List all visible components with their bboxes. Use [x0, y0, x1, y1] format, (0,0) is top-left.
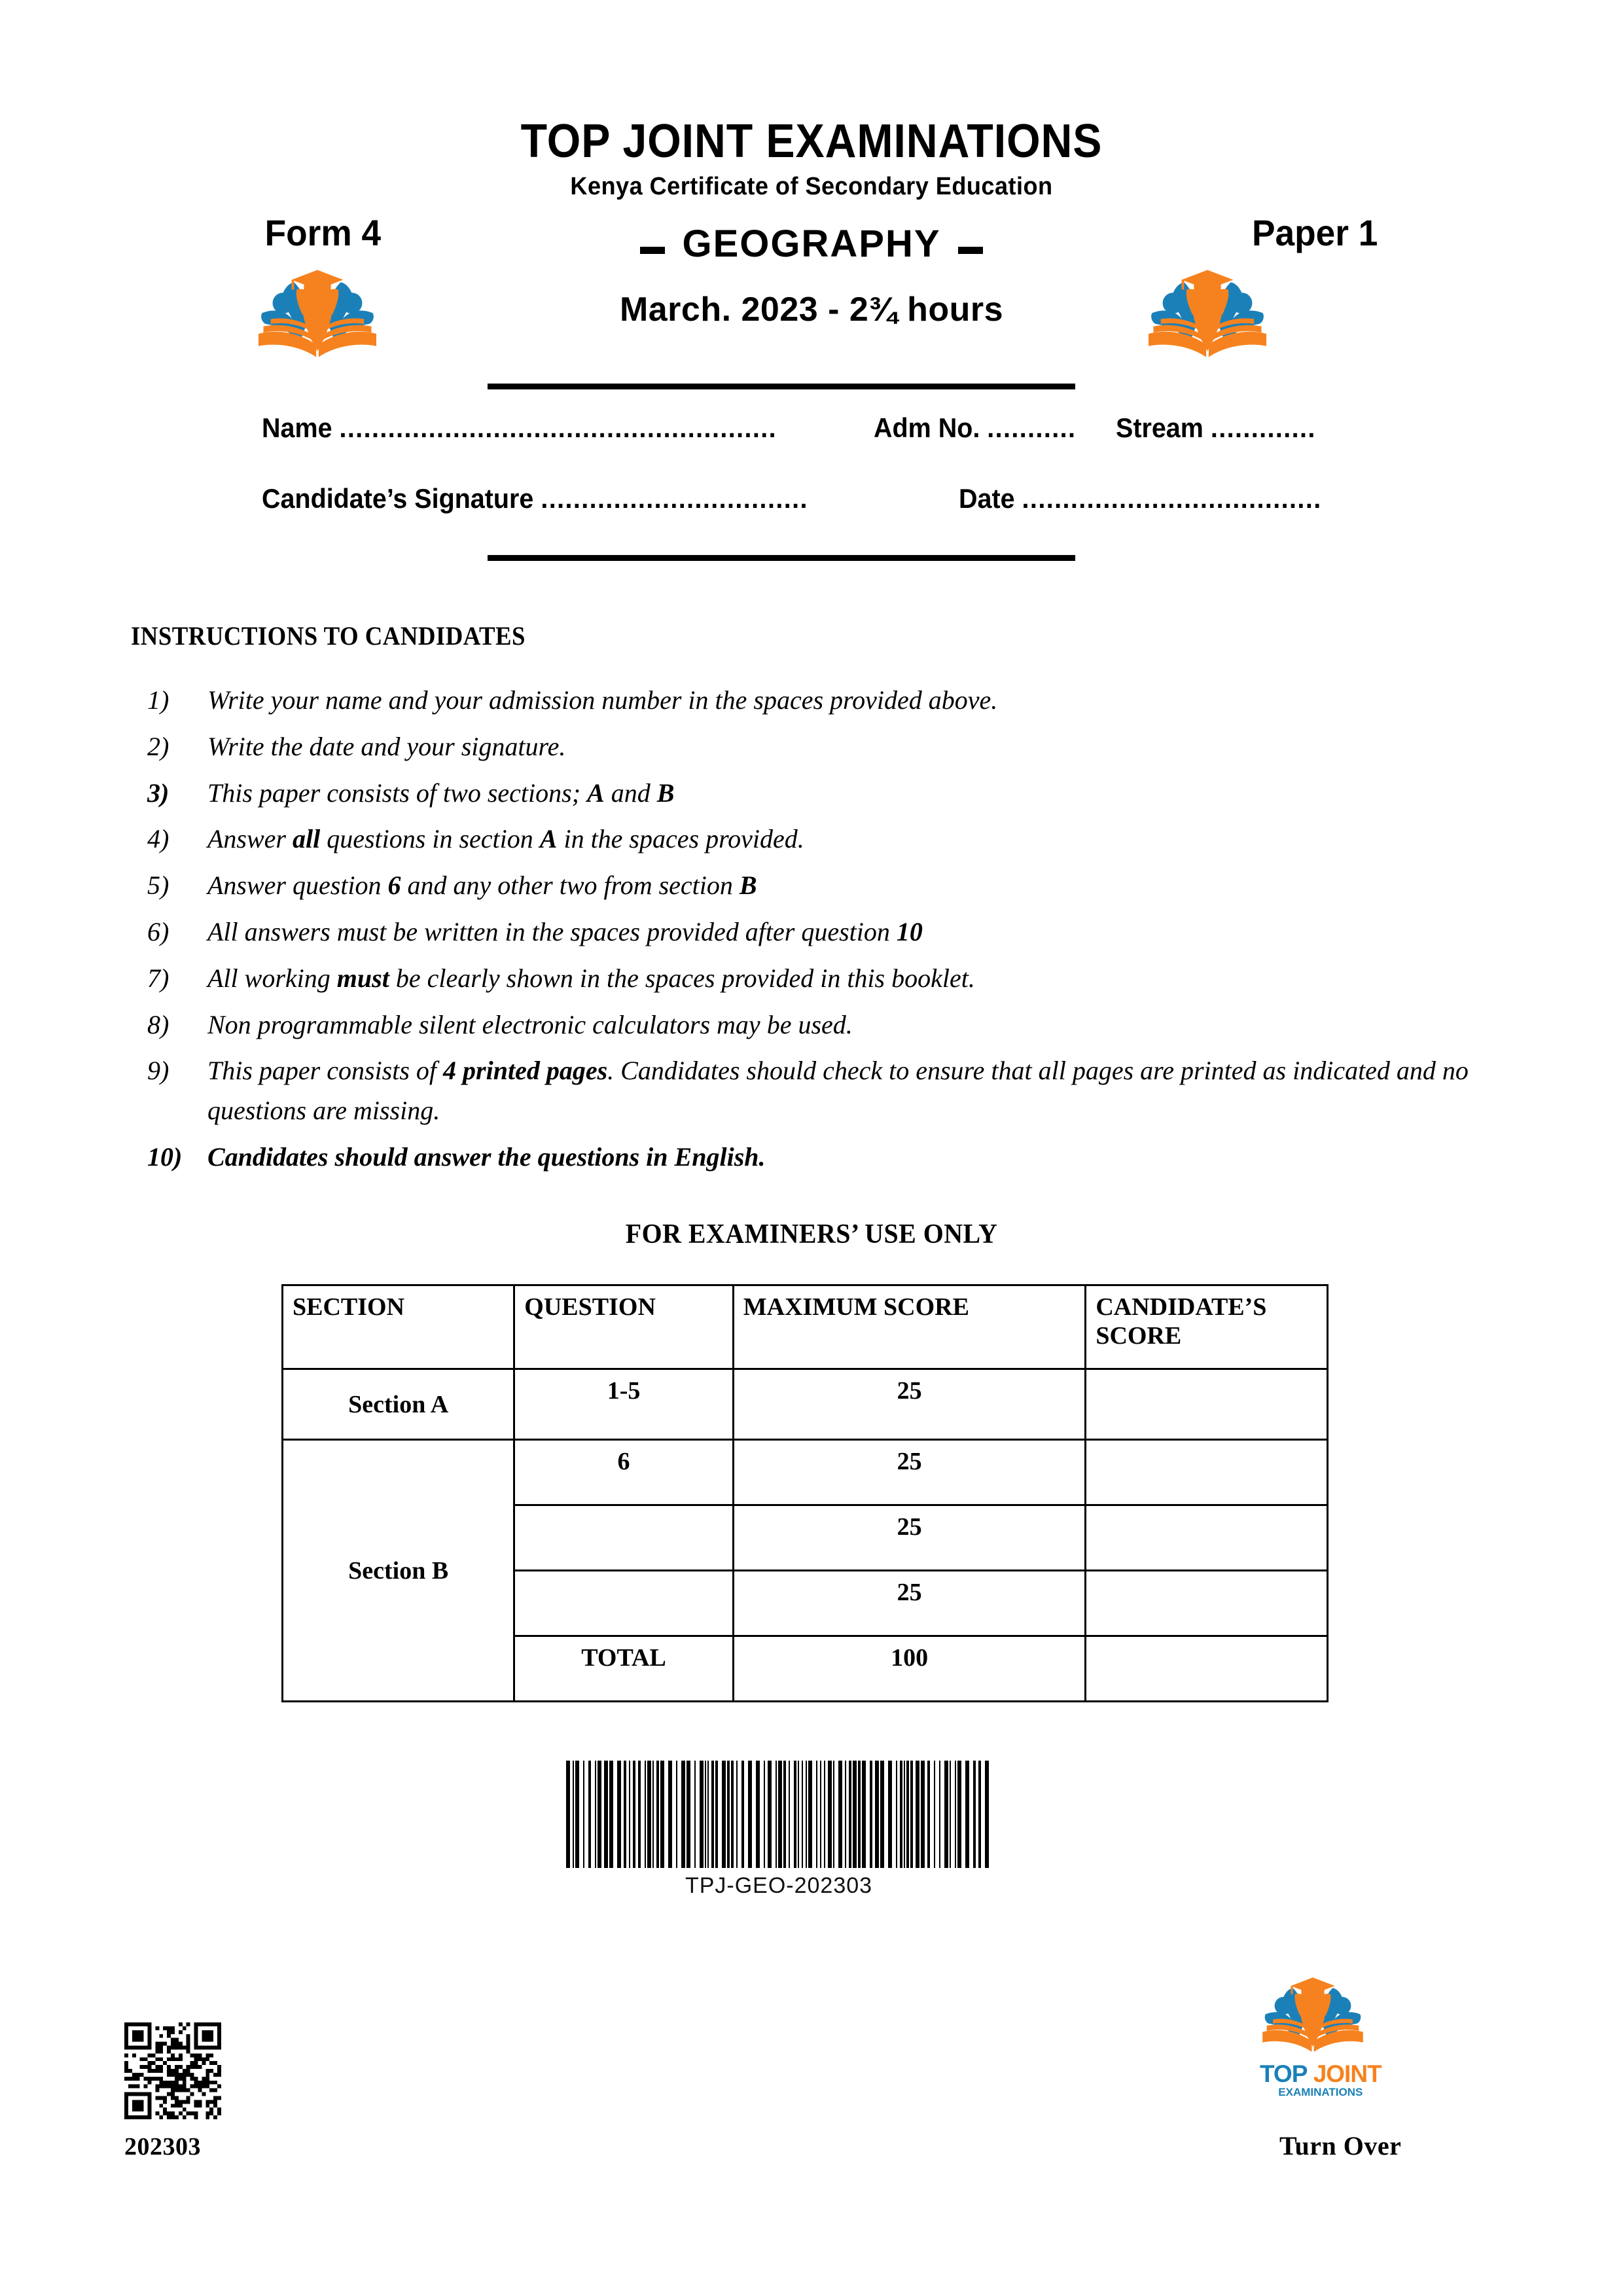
- instruction-text: 4 printed pages: [443, 1056, 608, 1086]
- signature-field[interactable]: [262, 483, 808, 514]
- turn-over-label: Turn Over: [1279, 2131, 1402, 2161]
- candidate-fields: [0, 412, 1623, 554]
- exam-subtitle: Kenya Certificate of Secondary Education: [570, 173, 1053, 200]
- cell-candidate-score[interactable]: [1086, 1571, 1328, 1636]
- barcode-block: [543, 1761, 1014, 1899]
- instruction-text: B: [656, 778, 675, 808]
- instruction-text: 6: [387, 870, 401, 901]
- instructions-heading: INSTRUCTIONS TO CANDIDATES: [131, 621, 526, 651]
- instruction-item-1: [147, 681, 1522, 721]
- logo-wordmark: [1260, 2062, 1382, 2098]
- instruction-number: 9): [147, 1056, 169, 1086]
- barcode-icon: [565, 1761, 993, 1868]
- subject-name: GEOGRAPHY: [682, 223, 941, 265]
- instruction-item-7: [147, 959, 1522, 999]
- signature-input-dots[interactable]: .................................: [541, 483, 808, 514]
- instruction-text: Candidates should answer the questions in English: [207, 1141, 759, 1172]
- instruction-number: 7): [147, 963, 169, 993]
- instruction-number: 6): [147, 916, 169, 946]
- exam-title: TOP JOINT EXAMINATIONS: [520, 115, 1103, 168]
- instruction-item-6: [147, 912, 1522, 952]
- cell-max-score: 25: [733, 1440, 1086, 1505]
- adm-no-label: Adm No.: [874, 412, 980, 443]
- instructions-list: [147, 681, 1522, 1184]
- instruction-text: Answer: [207, 824, 293, 854]
- exam-header: [0, 115, 1623, 355]
- instruction-text: questions in section: [320, 824, 540, 854]
- form-label: Form 4: [264, 212, 382, 253]
- adm-no-input-dots[interactable]: ...........: [987, 412, 1077, 443]
- cell-max-score: 25: [733, 1571, 1086, 1636]
- col-header-candidate-score: CANDIDATE’S SCORE: [1086, 1285, 1328, 1369]
- instruction-item-9: [147, 1051, 1522, 1131]
- instruction-item-2: [147, 727, 1522, 767]
- instruction-item-10: [147, 1138, 1522, 1177]
- instruction-text: and: [604, 778, 657, 808]
- instruction-text: .: [758, 1141, 766, 1172]
- instruction-text: A: [539, 824, 558, 854]
- subject-line: [0, 222, 1623, 266]
- exam-meta-row: [0, 205, 1623, 355]
- instruction-text: 10: [896, 916, 923, 946]
- name-input-dots[interactable]: ......................................................: [339, 412, 777, 443]
- footer-paper-code: 202303: [124, 2133, 201, 2161]
- cell-max-score: 25: [733, 1505, 1086, 1571]
- cell-total-label: TOTAL: [514, 1636, 734, 1702]
- instruction-text: be clearly shown in the spaces provided in this booklet.: [389, 963, 975, 993]
- dash-right-icon: [958, 247, 983, 254]
- instruction-number: 10): [147, 1141, 183, 1172]
- top-joint-logo-icon: [1260, 1973, 1366, 2057]
- logo-right: [1145, 265, 1270, 367]
- cell-section: Section A: [283, 1369, 514, 1440]
- qr-code-block: [124, 2022, 221, 2123]
- candidate-row-2: [0, 483, 1623, 554]
- dash-left-icon: [640, 247, 665, 254]
- top-joint-logo-icon: [1145, 265, 1270, 363]
- cell-section: Section B: [283, 1440, 514, 1702]
- cell-question: 1-5: [514, 1369, 734, 1440]
- instruction-item-3: [147, 774, 1522, 814]
- date-label: Date: [959, 483, 1015, 514]
- cell-question: [514, 1505, 734, 1571]
- instruction-text: and any other two from section: [401, 870, 740, 901]
- stream-input-dots[interactable]: .............: [1210, 412, 1316, 443]
- cell-max-score: 25: [733, 1369, 1086, 1440]
- table-header-row: [283, 1285, 1328, 1369]
- cell-candidate-score[interactable]: [1086, 1505, 1328, 1571]
- instruction-text: Write your name and your admission number in the spaces provided above.: [207, 685, 998, 715]
- cell-total-candidate-score[interactable]: [1086, 1636, 1328, 1702]
- stream-field[interactable]: [1116, 412, 1316, 444]
- col-header-section: SECTION: [283, 1285, 514, 1369]
- logo-word-examinations: EXAMINATIONS: [1278, 2086, 1363, 2098]
- instruction-number: 2): [147, 731, 169, 761]
- instruction-text: Answer question: [207, 870, 388, 901]
- table-row: [283, 1369, 1328, 1440]
- instruction-number: 1): [147, 685, 169, 715]
- cell-question: [514, 1571, 734, 1636]
- instruction-number: 8): [147, 1009, 169, 1039]
- instruction-text: This paper consists of two sections;: [207, 778, 588, 808]
- instruction-text: This paper consists of: [207, 1056, 444, 1086]
- header-divider-top: [488, 384, 1075, 389]
- header-divider-bottom: [488, 555, 1075, 561]
- instruction-number: 3): [147, 778, 169, 808]
- instruction-text: All answers must be written in the spaces provided after question: [207, 916, 897, 946]
- qr-code-icon: [124, 2022, 221, 2119]
- instruction-text: A: [587, 778, 605, 808]
- barcode-label: TPJ-GEO-202303: [685, 1873, 873, 1898]
- top-joint-logo-icon: [255, 265, 380, 363]
- instruction-text: Non programmable silent electronic calculators may be used.: [207, 1009, 853, 1039]
- instruction-item-5: [147, 866, 1522, 906]
- instruction-text: Write the date and your signature.: [207, 731, 566, 761]
- exam-date-duration: March. 2023 - 2¾ hours: [619, 291, 1004, 329]
- cell-total-max: 100: [733, 1636, 1086, 1702]
- col-header-max-score: MAXIMUM SCORE: [733, 1285, 1086, 1369]
- examiners-score-table: [281, 1284, 1329, 1702]
- cell-candidate-score[interactable]: [1086, 1369, 1328, 1440]
- signature-label: Candidate’s Signature: [262, 483, 534, 514]
- date-input-dots[interactable]: .....................................: [1022, 483, 1322, 514]
- logo-left: [255, 265, 380, 367]
- adm-no-field[interactable]: [874, 412, 1076, 444]
- cell-question: 6: [514, 1440, 734, 1505]
- footer-logo: [1260, 1973, 1382, 2098]
- cell-candidate-score[interactable]: [1086, 1440, 1328, 1505]
- candidate-row-1: [0, 412, 1623, 483]
- instruction-text: all: [293, 824, 321, 854]
- table-row: [283, 1440, 1328, 1505]
- col-header-question: QUESTION: [514, 1285, 734, 1369]
- instruction-text: . Candidates should check to ensure that all pages are printed as indicated and no questions are missing.: [207, 1056, 1469, 1126]
- instruction-text: in the spaces provided.: [557, 824, 804, 854]
- logo-word-joint: JOINT: [1313, 2060, 1382, 2087]
- name-label: Name: [262, 412, 332, 443]
- paper-label: Paper 1: [1251, 212, 1378, 253]
- instruction-number: 4): [147, 824, 169, 854]
- logo-word-top: TOP: [1260, 2060, 1308, 2087]
- stream-label: Stream: [1116, 412, 1204, 443]
- instruction-item-4: [147, 819, 1522, 859]
- instruction-text: B: [739, 870, 757, 901]
- examiners-table-title: FOR EXAMINERS’ USE ONLY: [625, 1219, 998, 1249]
- instruction-number: 5): [147, 870, 169, 901]
- date-field[interactable]: [959, 483, 1322, 514]
- instruction-text: must: [336, 963, 389, 993]
- instruction-item-8: [147, 1005, 1522, 1045]
- instruction-text: All working: [207, 963, 337, 993]
- name-field[interactable]: [262, 412, 777, 444]
